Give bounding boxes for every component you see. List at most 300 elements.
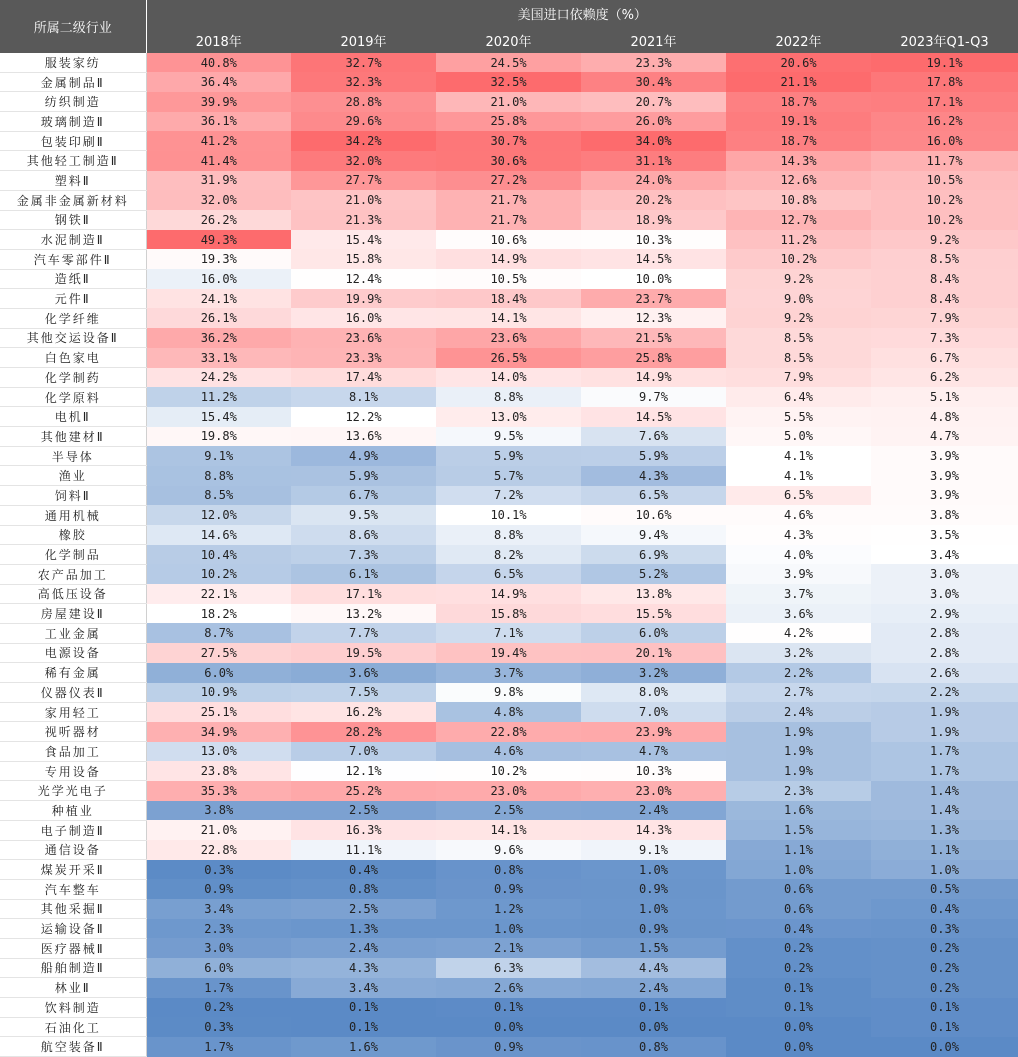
heatmap-cell: 10.2%: [726, 249, 871, 269]
heatmap-cell: 9.6%: [436, 840, 581, 860]
heatmap-cell: 1.9%: [871, 702, 1018, 722]
table-row: [0, 722, 1018, 742]
heatmap-cell: 36.2%: [146, 328, 291, 348]
heatmap-cell: 0.8%: [436, 860, 581, 880]
heatmap-cell: 10.5%: [871, 171, 1018, 191]
industry-name: 工业金属: [0, 623, 146, 643]
industry-name: 电机Ⅱ: [0, 407, 146, 427]
heatmap-cell: 9.1%: [581, 840, 726, 860]
heatmap-cell: 2.4%: [726, 702, 871, 722]
heatmap-cell: 14.1%: [436, 820, 581, 840]
heatmap-cell: 9.2%: [726, 308, 871, 328]
heatmap-cell: 20.2%: [581, 190, 726, 210]
heatmap-cell: 2.3%: [726, 781, 871, 801]
heatmap-cell: 7.7%: [291, 623, 436, 643]
industry-name: 汽车整车: [0, 879, 146, 899]
table-row: [0, 151, 1018, 171]
heatmap-cell: 6.0%: [146, 663, 291, 683]
heatmap-cell: 14.9%: [581, 368, 726, 388]
heatmap-cell: 20.7%: [581, 92, 726, 112]
heatmap-cell: 1.0%: [581, 860, 726, 880]
table-row: [0, 643, 1018, 663]
heatmap-cell: 7.0%: [581, 702, 726, 722]
heatmap-cell: 31.1%: [581, 151, 726, 171]
heatmap-cell: 2.4%: [581, 801, 726, 821]
heatmap-cell: 21.0%: [146, 820, 291, 840]
table-row: [0, 505, 1018, 525]
heatmap-cell: 4.8%: [871, 407, 1018, 427]
heatmap-cell: 16.0%: [291, 308, 436, 328]
heatmap-cell: 0.2%: [871, 958, 1018, 978]
heatmap-cell: 23.3%: [581, 53, 726, 72]
heatmap-cell: 19.9%: [291, 289, 436, 309]
heatmap-cell: 0.6%: [726, 899, 871, 919]
table-row: [0, 308, 1018, 328]
heatmap-cell: 0.0%: [436, 1017, 581, 1037]
table-row: [0, 978, 1018, 998]
industry-name: 食品加工: [0, 742, 146, 762]
heatmap-cell: 2.4%: [291, 938, 436, 958]
heatmap-cell: 6.7%: [291, 486, 436, 506]
industry-name: 造纸Ⅱ: [0, 269, 146, 289]
heatmap-cell: 10.0%: [581, 269, 726, 289]
heatmap-cell: 9.5%: [436, 427, 581, 447]
heatmap-cell: 0.1%: [291, 998, 436, 1018]
heatmap-cell: 9.8%: [436, 683, 581, 703]
heatmap-cell: 18.4%: [436, 289, 581, 309]
table-row: [0, 564, 1018, 584]
heatmap-cell: 12.0%: [146, 505, 291, 525]
table-row: [0, 171, 1018, 191]
heatmap-cell: 49.3%: [146, 230, 291, 250]
heatmap-cell: 8.8%: [146, 466, 291, 486]
heatmap-cell: 9.2%: [871, 230, 1018, 250]
heatmap-cell: 0.1%: [581, 998, 726, 1018]
industry-name: 渔业: [0, 466, 146, 486]
heatmap-cell: 0.8%: [291, 879, 436, 899]
heatmap-cell: 1.2%: [436, 899, 581, 919]
heatmap-cell: 7.3%: [871, 328, 1018, 348]
heatmap-cell: 22.8%: [436, 722, 581, 742]
heatmap-cell: 2.2%: [871, 683, 1018, 703]
heatmap-cell: 4.6%: [436, 742, 581, 762]
heatmap-cell: 19.3%: [146, 249, 291, 269]
heatmap-cell: 21.3%: [291, 210, 436, 230]
industry-name: 电子制造Ⅱ: [0, 820, 146, 840]
heatmap-cell: 1.5%: [726, 820, 871, 840]
industry-name: 塑料Ⅱ: [0, 171, 146, 191]
heatmap-cell: 32.0%: [146, 190, 291, 210]
heatmap-cell: 23.8%: [146, 761, 291, 781]
heatmap-cell: 28.8%: [291, 92, 436, 112]
heatmap-cell: 18.7%: [726, 131, 871, 151]
table-row: [0, 1037, 1018, 1057]
industry-name: 航空装备Ⅱ: [0, 1037, 146, 1057]
industry-name: 医疗器械Ⅱ: [0, 938, 146, 958]
heatmap-cell: 22.1%: [146, 584, 291, 604]
heatmap-cell: 8.2%: [436, 545, 581, 565]
industry-name: 饮料制造: [0, 998, 146, 1018]
heatmap-cell: 14.0%: [436, 368, 581, 388]
heatmap-cell: 8.0%: [581, 683, 726, 703]
table-row: [0, 328, 1018, 348]
heatmap-cell: 0.2%: [146, 998, 291, 1018]
heatmap-cell: 1.3%: [291, 919, 436, 939]
heatmap-cell: 4.6%: [726, 505, 871, 525]
heatmap-cell: 6.4%: [726, 387, 871, 407]
heatmap-cell: 20.1%: [581, 643, 726, 663]
heatmap-cell: 0.1%: [871, 998, 1018, 1018]
heatmap-cell: 18.7%: [726, 92, 871, 112]
table-row: [0, 820, 1018, 840]
heatmap-cell: 3.2%: [726, 643, 871, 663]
heatmap-cell: 13.8%: [581, 584, 726, 604]
heatmap-cell: 4.3%: [581, 466, 726, 486]
industry-name: 其他轻工制造Ⅱ: [0, 151, 146, 171]
table-row: [0, 938, 1018, 958]
heatmap-cell: 2.9%: [871, 604, 1018, 624]
heatmap-cell: 8.5%: [146, 486, 291, 506]
heatmap-cell: 11.2%: [726, 230, 871, 250]
heatmap-cell: 25.8%: [436, 112, 581, 132]
table-row: [0, 545, 1018, 565]
group-header: 美国进口依赖度（%）: [146, 0, 1018, 27]
industry-name: 种植业: [0, 801, 146, 821]
heatmap-cell: 6.5%: [726, 486, 871, 506]
heatmap-cell: 8.8%: [436, 525, 581, 545]
heatmap-cell: 4.9%: [291, 446, 436, 466]
heatmap-cell: 0.2%: [871, 938, 1018, 958]
heatmap-cell: 1.1%: [871, 840, 1018, 860]
heatmap-cell: 17.4%: [291, 368, 436, 388]
industry-name: 光学光电子: [0, 781, 146, 801]
table-row: [0, 1017, 1018, 1037]
heatmap-cell: 14.1%: [436, 308, 581, 328]
heatmap-cell: 0.1%: [436, 998, 581, 1018]
heatmap-cell: 12.7%: [726, 210, 871, 230]
table-row: [0, 663, 1018, 683]
heatmap-cell: 10.6%: [436, 230, 581, 250]
year-header: 2023年Q1-Q3: [871, 27, 1018, 53]
heatmap-cell: 7.6%: [581, 427, 726, 447]
heatmap-cell: 0.0%: [726, 1037, 871, 1057]
heatmap-cell: 0.1%: [291, 1017, 436, 1037]
heatmap-cell: 11.2%: [146, 387, 291, 407]
heatmap-cell: 16.3%: [291, 820, 436, 840]
heatmap-cell: 8.5%: [726, 348, 871, 368]
heatmap-cell: 7.9%: [726, 368, 871, 388]
industry-name: 包装印刷Ⅱ: [0, 131, 146, 151]
heatmap-cell: 9.0%: [726, 289, 871, 309]
heatmap-cell: 8.6%: [291, 525, 436, 545]
heatmap-cell: 4.0%: [726, 545, 871, 565]
heatmap-cell: 3.2%: [581, 663, 726, 683]
heatmap-cell: 2.1%: [436, 938, 581, 958]
heatmap-cell: 0.9%: [436, 1037, 581, 1057]
heatmap-cell: 14.9%: [436, 584, 581, 604]
year-header: 2022年: [726, 27, 871, 53]
heatmap-cell: 14.9%: [436, 249, 581, 269]
heatmap-cell: 2.6%: [871, 663, 1018, 683]
industry-name: 水泥制造Ⅱ: [0, 230, 146, 250]
heatmap-cell: 0.1%: [871, 1017, 1018, 1037]
heatmap-cell: 1.4%: [871, 801, 1018, 821]
table-row: [0, 53, 1018, 72]
heatmap-cell: 1.0%: [871, 860, 1018, 880]
heatmap-cell: 24.5%: [436, 53, 581, 72]
heatmap-cell: 34.9%: [146, 722, 291, 742]
heatmap-cell: 10.2%: [436, 761, 581, 781]
industry-name: 玻璃制造Ⅱ: [0, 112, 146, 132]
heatmap-cell: 32.5%: [436, 72, 581, 92]
heatmap-cell: 19.1%: [871, 53, 1018, 72]
heatmap-cell: 14.6%: [146, 525, 291, 545]
heatmap-cell: 22.8%: [146, 840, 291, 860]
heatmap-cell: 2.5%: [436, 801, 581, 821]
heatmap-cell: 31.9%: [146, 171, 291, 191]
industry-name: 其他采掘Ⅱ: [0, 899, 146, 919]
heatmap-body: [0, 53, 1018, 1057]
heatmap-cell: 9.2%: [726, 269, 871, 289]
heatmap-cell: 28.2%: [291, 722, 436, 742]
heatmap-cell: 8.1%: [291, 387, 436, 407]
heatmap-cell: 4.8%: [436, 702, 581, 722]
table-row: [0, 446, 1018, 466]
heatmap-cell: 19.8%: [146, 427, 291, 447]
heatmap-cell: 9.1%: [146, 446, 291, 466]
heatmap-cell: 30.7%: [436, 131, 581, 151]
heatmap-cell: 6.0%: [581, 623, 726, 643]
heatmap-cell: 3.9%: [871, 466, 1018, 486]
heatmap-cell: 21.5%: [581, 328, 726, 348]
heatmap-cell: 36.1%: [146, 112, 291, 132]
heatmap-cell: 10.3%: [581, 761, 726, 781]
table-row: [0, 486, 1018, 506]
heatmap-cell: 0.4%: [726, 919, 871, 939]
table-row: [0, 230, 1018, 250]
industry-name: 石油化工: [0, 1017, 146, 1037]
heatmap-cell: 32.0%: [291, 151, 436, 171]
heatmap-cell: 26.1%: [146, 308, 291, 328]
heatmap-cell: 24.0%: [581, 171, 726, 191]
industry-name: 煤炭开采Ⅱ: [0, 860, 146, 880]
corner-header: 所属二级行业: [0, 0, 146, 53]
heatmap-cell: 10.8%: [726, 190, 871, 210]
heatmap-cell: 11.1%: [291, 840, 436, 860]
heatmap-cell: 5.9%: [436, 446, 581, 466]
heatmap-cell: 5.9%: [581, 446, 726, 466]
heatmap-cell: 8.8%: [436, 387, 581, 407]
year-header: 2021年: [581, 27, 726, 53]
heatmap-cell: 1.7%: [871, 742, 1018, 762]
industry-name: 通用机械: [0, 505, 146, 525]
heatmap-cell: 7.2%: [436, 486, 581, 506]
heatmap-cell: 3.5%: [871, 525, 1018, 545]
heatmap-cell: 40.8%: [146, 53, 291, 72]
table-row: [0, 860, 1018, 880]
heatmap-cell: 14.5%: [581, 407, 726, 427]
heatmap-cell: 12.6%: [726, 171, 871, 191]
heatmap-cell: 8.4%: [871, 269, 1018, 289]
heatmap-cell: 2.2%: [726, 663, 871, 683]
heatmap-cell: 1.5%: [581, 938, 726, 958]
heatmap-cell: 7.0%: [291, 742, 436, 762]
heatmap-cell: 9.5%: [291, 505, 436, 525]
heatmap-cell: 18.9%: [581, 210, 726, 230]
heatmap-cell: 4.1%: [726, 466, 871, 486]
heatmap-cell: 21.7%: [436, 190, 581, 210]
heatmap-cell: 8.7%: [146, 623, 291, 643]
table-row: [0, 623, 1018, 643]
industry-name: 家用轻工: [0, 702, 146, 722]
heatmap-cell: 1.0%: [436, 919, 581, 939]
heatmap-cell: 1.9%: [726, 761, 871, 781]
heatmap-cell: 4.7%: [871, 427, 1018, 447]
heatmap-cell: 10.1%: [436, 505, 581, 525]
table-row: [0, 72, 1018, 92]
heatmap-cell: 23.0%: [436, 781, 581, 801]
heatmap-cell: 10.4%: [146, 545, 291, 565]
heatmap-cell: 4.1%: [726, 446, 871, 466]
table-row: [0, 879, 1018, 899]
heatmap-cell: 4.3%: [291, 958, 436, 978]
table-row: [0, 249, 1018, 269]
heatmap-cell: 34.2%: [291, 131, 436, 151]
heatmap-cell: 16.2%: [871, 112, 1018, 132]
year-header: 2019年: [291, 27, 436, 53]
heatmap-cell: 29.6%: [291, 112, 436, 132]
heatmap-cell: 17.1%: [291, 584, 436, 604]
heatmap-cell: 0.2%: [726, 958, 871, 978]
heatmap-cell: 7.1%: [436, 623, 581, 643]
heatmap-cell: 3.8%: [146, 801, 291, 821]
heatmap-cell: 6.0%: [146, 958, 291, 978]
industry-name: 船舶制造Ⅱ: [0, 958, 146, 978]
heatmap-cell: 1.7%: [146, 1037, 291, 1057]
heatmap-cell: 20.6%: [726, 53, 871, 72]
heatmap-cell: 1.7%: [871, 761, 1018, 781]
heatmap-cell: 16.0%: [146, 269, 291, 289]
table-row: [0, 761, 1018, 781]
heatmap-cell: 10.9%: [146, 683, 291, 703]
table-row: [0, 683, 1018, 703]
heatmap-cell: 3.6%: [291, 663, 436, 683]
table-row: [0, 998, 1018, 1018]
heatmap-cell: 1.1%: [726, 840, 871, 860]
industry-name: 化学原料: [0, 387, 146, 407]
heatmap-cell: 6.9%: [581, 545, 726, 565]
heatmap-cell: 6.1%: [291, 564, 436, 584]
heatmap-cell: 21.7%: [436, 210, 581, 230]
table-row: [0, 92, 1018, 112]
heatmap-cell: 24.1%: [146, 289, 291, 309]
heatmap-cell: 33.1%: [146, 348, 291, 368]
heatmap-cell: 13.0%: [146, 742, 291, 762]
heatmap-cell: 15.8%: [436, 604, 581, 624]
heatmap-cell: 4.3%: [726, 525, 871, 545]
heatmap-cell: 5.5%: [726, 407, 871, 427]
industry-name: 橡胶: [0, 525, 146, 545]
heatmap-cell: 12.4%: [291, 269, 436, 289]
table-row: [0, 289, 1018, 309]
heatmap-cell: 6.5%: [581, 486, 726, 506]
heatmap-cell: 3.7%: [436, 663, 581, 683]
heatmap-cell: 5.1%: [871, 387, 1018, 407]
year-header: 2020年: [436, 27, 581, 53]
heatmap-cell: 15.8%: [291, 249, 436, 269]
heatmap-cell: 0.1%: [726, 998, 871, 1018]
heatmap-cell: 12.2%: [291, 407, 436, 427]
heatmap-cell: 6.5%: [436, 564, 581, 584]
table-row: [0, 387, 1018, 407]
industry-name: 林业Ⅱ: [0, 978, 146, 998]
heatmap-cell: 10.5%: [436, 269, 581, 289]
table-row: [0, 427, 1018, 447]
heatmap-cell: 1.0%: [726, 860, 871, 880]
heatmap-cell: 23.7%: [581, 289, 726, 309]
table-row: [0, 269, 1018, 289]
heatmap-cell: 0.4%: [871, 899, 1018, 919]
table-row: [0, 584, 1018, 604]
heatmap-cell: 0.0%: [581, 1017, 726, 1037]
heatmap-cell: 6.2%: [871, 368, 1018, 388]
heatmap-cell: 2.5%: [291, 899, 436, 919]
heatmap-cell: 0.3%: [146, 860, 291, 880]
heatmap-cell: 0.6%: [726, 879, 871, 899]
industry-name: 稀有金属: [0, 663, 146, 683]
table-row: [0, 840, 1018, 860]
heatmap-cell: 10.6%: [581, 505, 726, 525]
table-row: [0, 742, 1018, 762]
table-row: [0, 210, 1018, 230]
heatmap-cell: 3.0%: [871, 584, 1018, 604]
heatmap-cell: 5.7%: [436, 466, 581, 486]
heatmap-cell: 41.4%: [146, 151, 291, 171]
heatmap-cell: 0.3%: [871, 919, 1018, 939]
heatmap-cell: 26.0%: [581, 112, 726, 132]
heatmap-cell: 3.4%: [871, 545, 1018, 565]
heatmap-cell: 21.1%: [726, 72, 871, 92]
heatmap-cell: 13.0%: [436, 407, 581, 427]
table-row: [0, 466, 1018, 486]
heatmap-cell: 23.6%: [436, 328, 581, 348]
heatmap-cell: 3.9%: [871, 446, 1018, 466]
heatmap-cell: 32.3%: [291, 72, 436, 92]
heatmap-cell: 0.4%: [291, 860, 436, 880]
heatmap-cell: 1.7%: [146, 978, 291, 998]
heatmap-cell: 5.9%: [291, 466, 436, 486]
table-row: [0, 131, 1018, 151]
heatmap-cell: 27.5%: [146, 643, 291, 663]
heatmap-cell: 0.2%: [726, 938, 871, 958]
industry-name: 房屋建设Ⅱ: [0, 604, 146, 624]
heatmap-cell: 0.9%: [581, 879, 726, 899]
heatmap-cell: 18.2%: [146, 604, 291, 624]
industry-name: 钢铁Ⅱ: [0, 210, 146, 230]
heatmap-cell: 2.3%: [146, 919, 291, 939]
heatmap-cell: 8.5%: [726, 328, 871, 348]
year-header: 2018年: [146, 27, 291, 53]
industry-name: 纺织制造: [0, 92, 146, 112]
heatmap-cell: 0.9%: [436, 879, 581, 899]
table-row: [0, 112, 1018, 132]
industry-name: 运输设备Ⅱ: [0, 919, 146, 939]
heatmap-cell: 2.6%: [436, 978, 581, 998]
table-row: [0, 919, 1018, 939]
heatmap-cell: 32.7%: [291, 53, 436, 72]
heatmap-cell: 4.2%: [726, 623, 871, 643]
heatmap-cell: 23.6%: [291, 328, 436, 348]
